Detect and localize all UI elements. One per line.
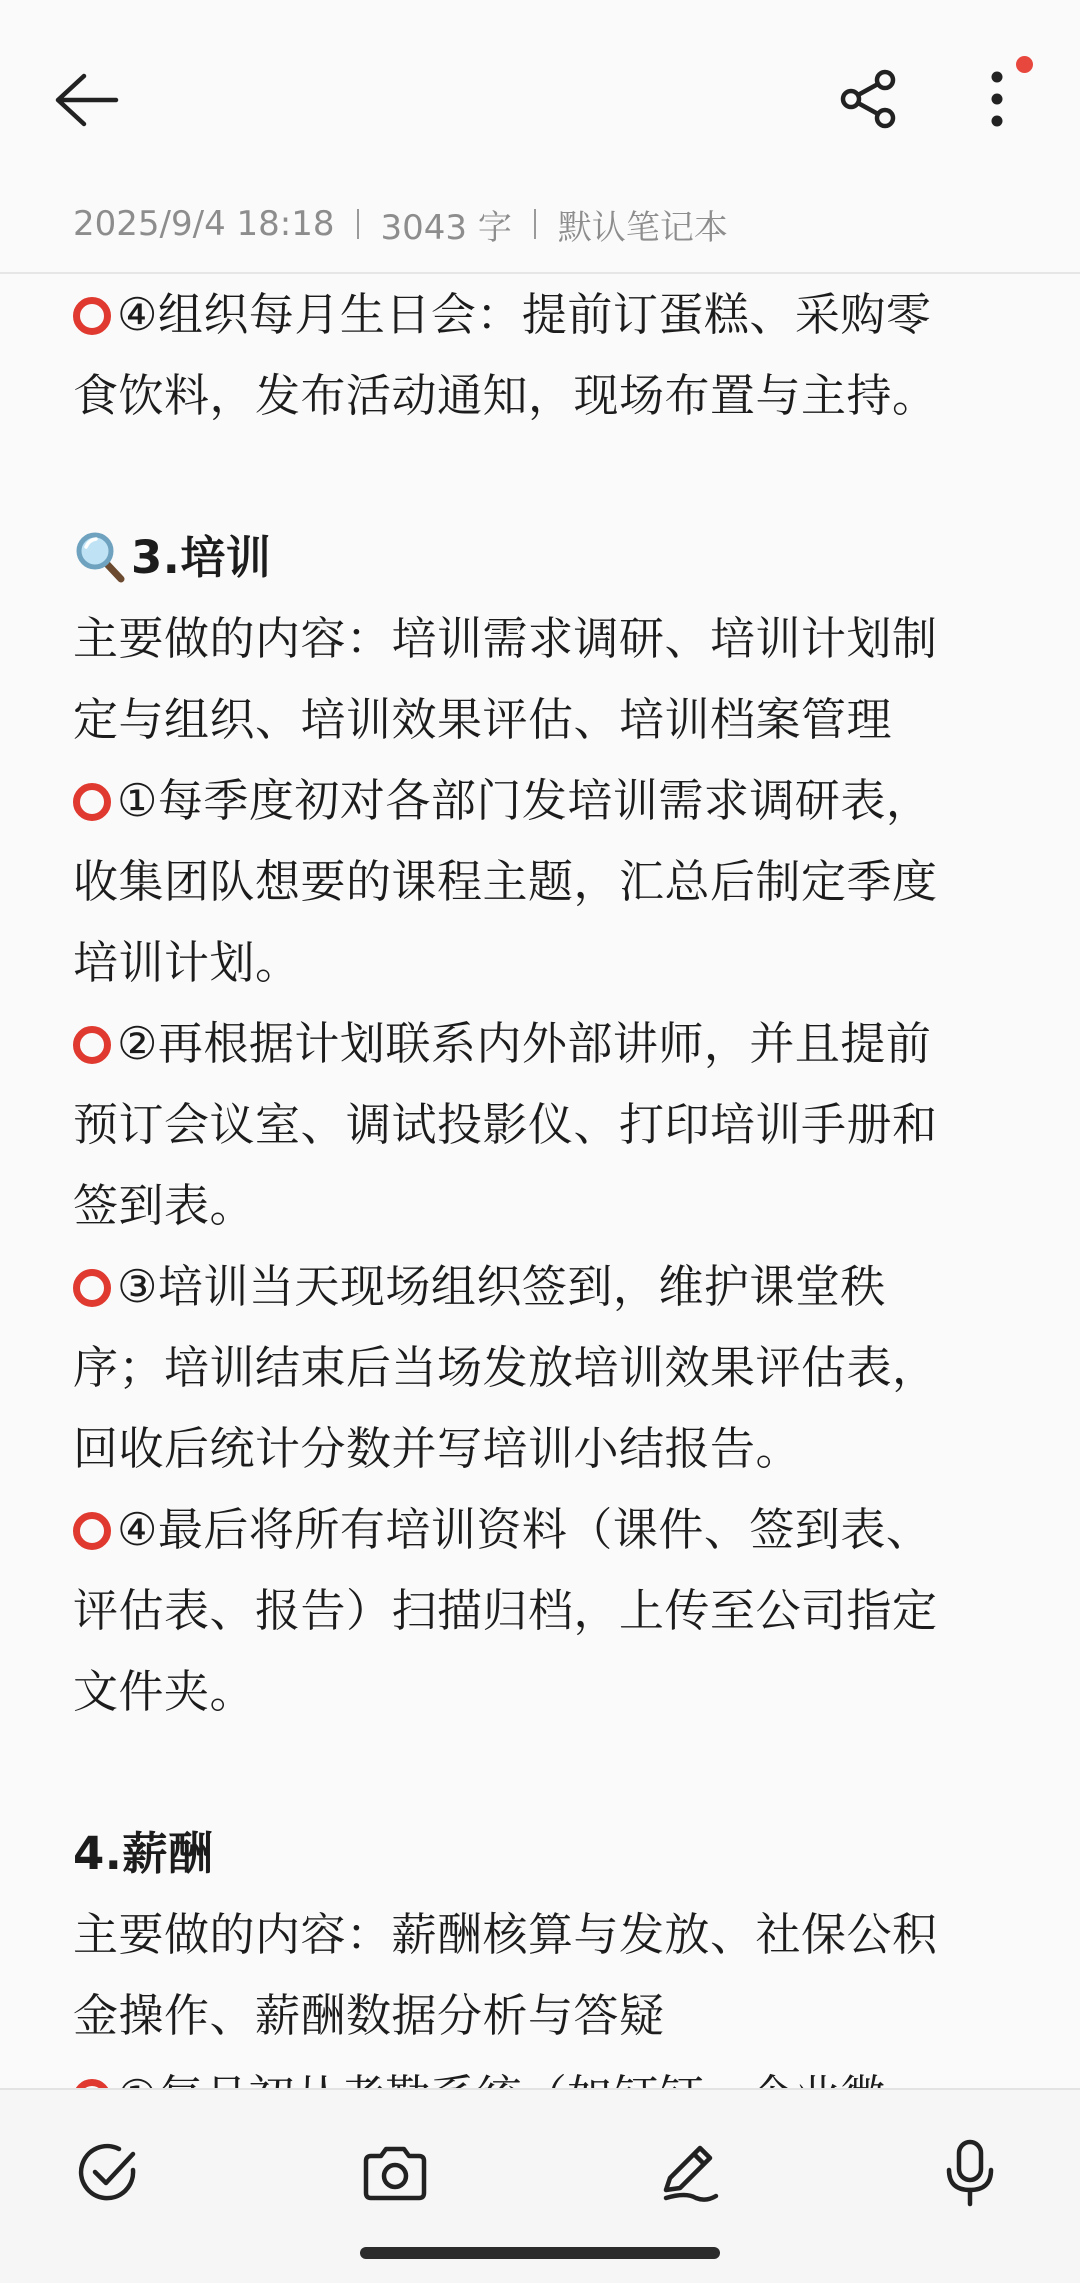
- red-circle-icon: [73, 783, 111, 821]
- blank-line: [73, 436, 1013, 517]
- list-item-line: [73, 760, 1013, 841]
- check-circle-icon: [75, 2140, 141, 2206]
- home-indicator[interactable]: [360, 2247, 720, 2259]
- note-word-count: 3043 字: [380, 207, 512, 248]
- top-bar: [0, 0, 1080, 190]
- checklist-button[interactable]: [63, 2128, 153, 2218]
- heading-text: 3.培训: [131, 531, 272, 584]
- list-item-line: [73, 1246, 1013, 1327]
- magnifier-icon: [73, 529, 127, 583]
- more-vertical-icon: [987, 67, 1007, 131]
- handwriting-button[interactable]: [644, 2128, 734, 2218]
- body-text-line: 定与组织、培训效果评估、培训档案管理: [73, 693, 893, 746]
- meta-separator: [357, 209, 359, 239]
- microphone-icon: [942, 2138, 998, 2208]
- body-text-line: 金操作、薪酬数据分析与答疑: [73, 1989, 665, 2042]
- red-circle-icon: [73, 1026, 111, 1064]
- note-meta: [73, 198, 728, 250]
- body-text-line: 评估表、报告）扫描归档，上传至公司指定: [73, 1584, 938, 1637]
- body-text-line: 收集团队想要的课程主题，汇总后制定季度: [73, 855, 938, 908]
- body-text-line: 回收后统计分数并写培训小结报告。: [73, 1422, 802, 1475]
- notification-dot: [1016, 56, 1033, 73]
- blank-line: [73, 1732, 1013, 1813]
- red-circle-icon: [73, 1269, 111, 1307]
- camera-icon: [360, 2143, 430, 2203]
- share-button[interactable]: [822, 52, 916, 146]
- red-circle-icon: [73, 1512, 111, 1550]
- list-item-line: [73, 1489, 1013, 1570]
- note-body[interactable]: [73, 274, 1013, 2089]
- body-text-line: 签到表。: [73, 1179, 256, 1232]
- note-datetime: 2025/9/4 18:18: [73, 204, 335, 244]
- note-notebook-name[interactable]: 默认笔记本: [557, 207, 728, 248]
- meta-separator: [534, 209, 536, 239]
- line-text: ④最后将所有培训资料（课件、签到表、: [117, 1503, 932, 1556]
- body-text-line: 主要做的内容：薪酬核算与发放、社保公积: [73, 1908, 938, 1961]
- body-text-line: 培训计划。: [73, 936, 301, 989]
- camera-button[interactable]: [350, 2128, 440, 2218]
- section-heading: [73, 517, 1013, 598]
- share-icon: [837, 67, 901, 131]
- line-text: ④组织每月生日会：提前订蛋糕、采购零: [117, 288, 932, 341]
- back-button[interactable]: [40, 55, 130, 145]
- body-text-line: 文件夹。: [73, 1665, 256, 1718]
- list-item-line: [73, 1003, 1013, 1084]
- arrow-left-icon: [50, 70, 120, 130]
- list-item-line: [73, 274, 1013, 355]
- line-text: ①每季度初对各部门发培训需求调研表，: [117, 774, 932, 827]
- body-text-line: 主要做的内容：培训需求调研、培训计划制: [73, 612, 938, 665]
- line-text: ②再根据计划联系内外部讲师，并且提前: [117, 1017, 932, 1070]
- voice-input-button[interactable]: [925, 2128, 1015, 2218]
- body-text-line: 食饮料，发布活动通知，现场布置与主持。: [73, 369, 938, 422]
- line-text: ③培训当天现场组织签到，维护课堂秩: [117, 1260, 886, 1313]
- pen-icon: [656, 2140, 722, 2206]
- section-heading: 4.薪酬: [73, 1827, 214, 1880]
- red-circle-icon: [73, 297, 111, 335]
- body-text-line: 预订会议室、调试投影仪、打印培训手册和: [73, 1098, 938, 1151]
- body-text-line: 序；培训结束后当场发放培训效果评估表，: [73, 1341, 938, 1394]
